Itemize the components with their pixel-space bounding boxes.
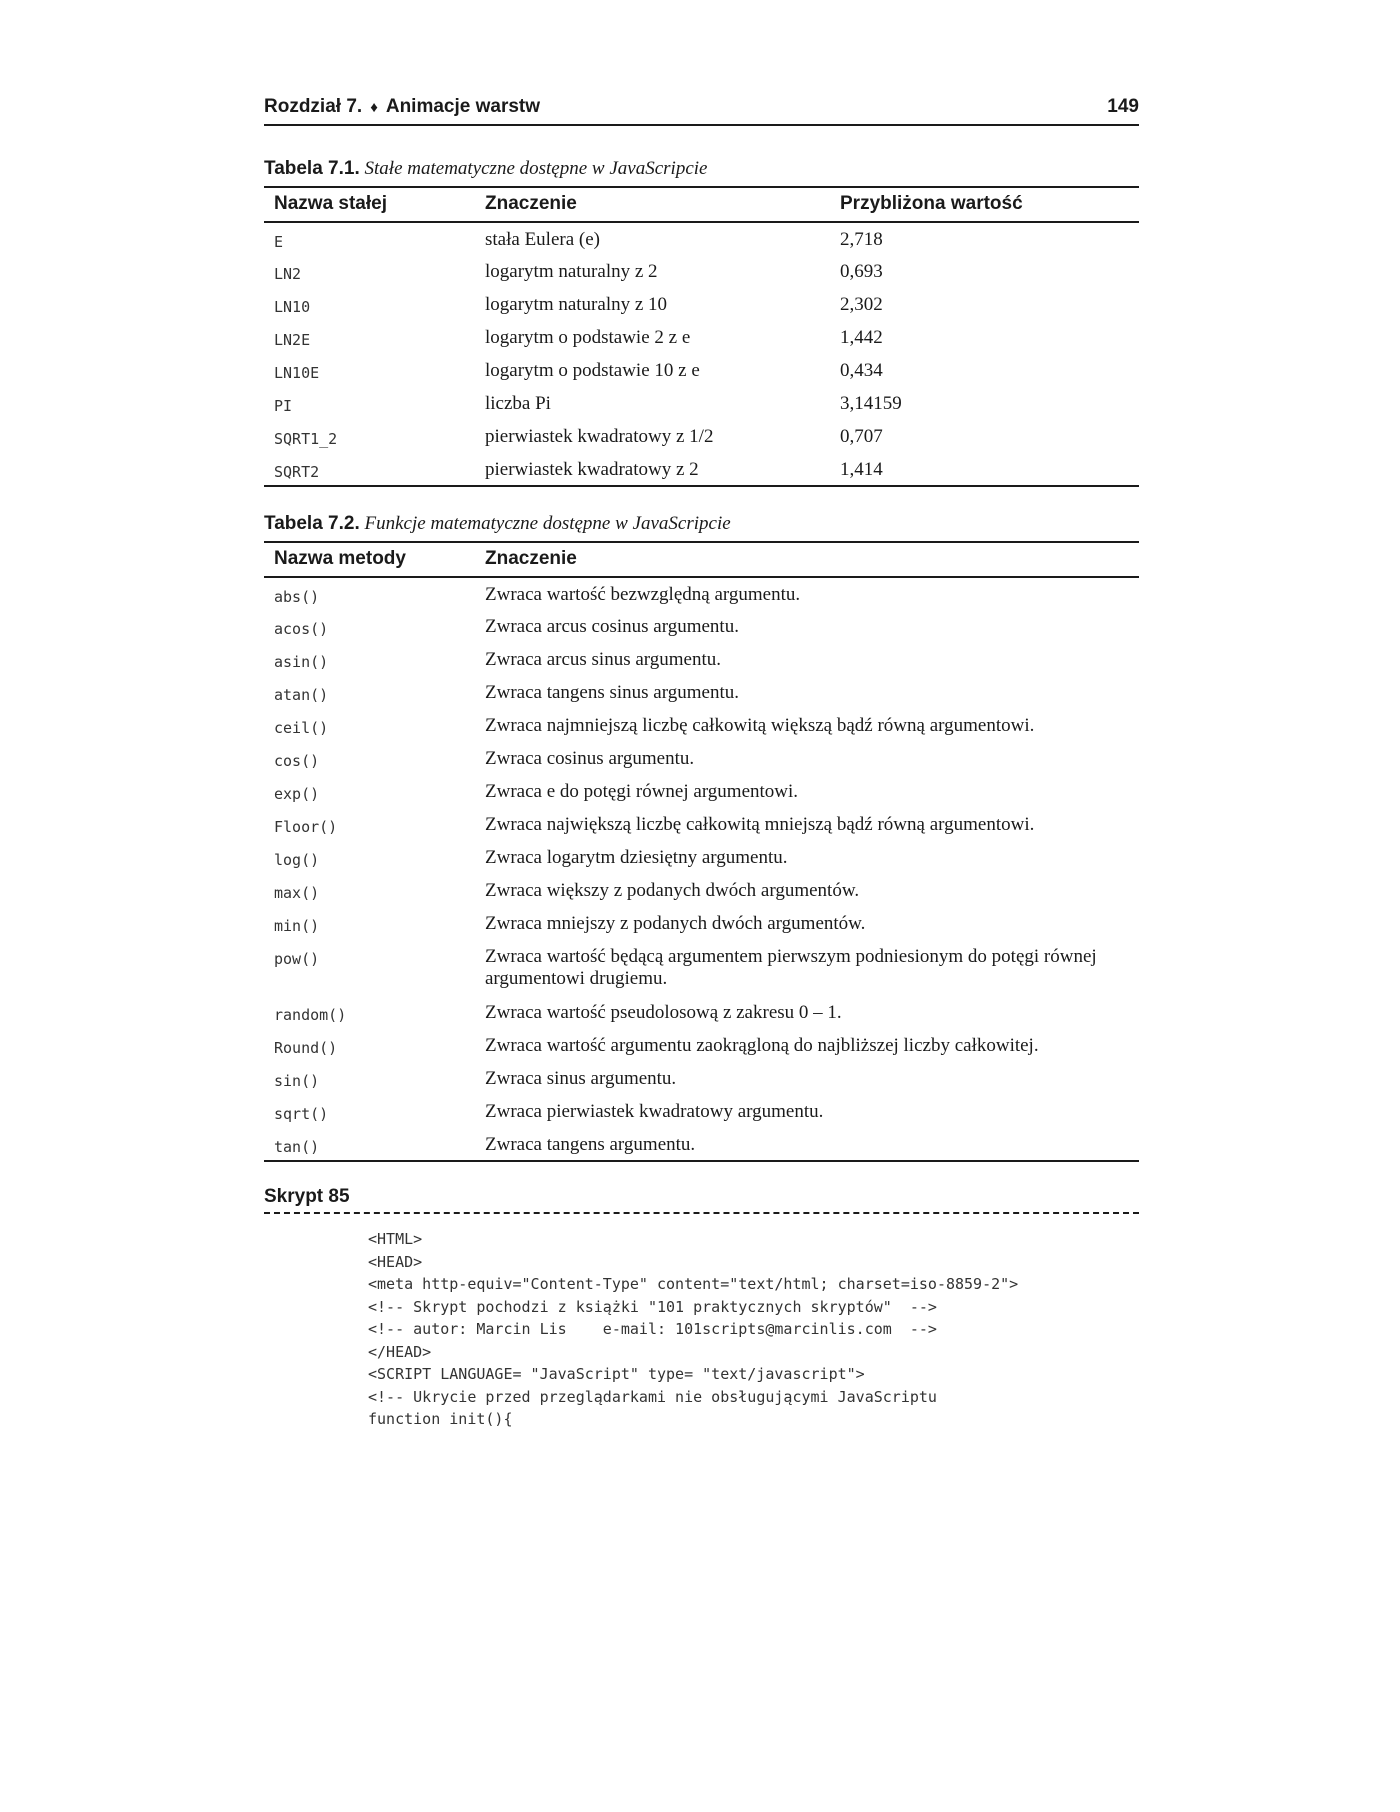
diamond-separator-icon: ♦ bbox=[370, 99, 378, 116]
table-row bbox=[264, 676, 1139, 709]
value-cell: 0,707 bbox=[840, 426, 883, 447]
table-header-row bbox=[264, 187, 1139, 222]
table-row bbox=[264, 354, 1139, 387]
name-cell: acos() bbox=[274, 620, 329, 638]
table-row bbox=[264, 709, 1139, 742]
table1-caption-text: Stałe matematyczne dostępne w JavaScripcie bbox=[364, 158, 708, 179]
meaning-cell: logarytm naturalny z 10 bbox=[485, 294, 668, 315]
name-cell: atan() bbox=[274, 686, 329, 704]
table-row bbox=[264, 841, 1139, 874]
book-page bbox=[264, 96, 1139, 1431]
meaning-cell: Zwraca największą liczbę całkowitą mniejszą bądź równą argumentowi. bbox=[485, 814, 1035, 835]
code-line: <!-- autor: Marcin Lis e-mail: 101scripts@marcinlis.com --> bbox=[368, 1320, 937, 1338]
meaning-cell: stała Eulera (e) bbox=[485, 229, 600, 250]
name-cell: LN10 bbox=[274, 298, 311, 316]
meaning-cell: liczba Pi bbox=[485, 393, 551, 414]
table-row bbox=[264, 577, 1139, 610]
table-row bbox=[264, 288, 1139, 321]
code-line: <SCRIPT LANGUAGE= "JavaScript" type= "text/javascript"> bbox=[368, 1365, 865, 1383]
value-cell: 3,14159 bbox=[840, 393, 902, 414]
meaning-cell: Zwraca wartość bezwzględną argumentu. bbox=[485, 584, 801, 605]
meaning-cell: Zwraca wartość argumentu zaokrągloną do najbliższej liczby całkowitej. bbox=[485, 1035, 1039, 1056]
meaning-cell: logarytm naturalny z 2 bbox=[485, 261, 658, 282]
name-cell: min() bbox=[274, 917, 320, 935]
meaning-cell: logarytm o podstawie 10 z e bbox=[485, 360, 700, 381]
code-line: </HEAD> bbox=[368, 1342, 432, 1361]
table-row bbox=[264, 255, 1139, 288]
meaning-cell: Zwraca e do potęgi równej argumentowi. bbox=[485, 781, 799, 802]
meaning-cell: Zwraca pierwiastek kwadratowy argumentu. bbox=[485, 1101, 824, 1122]
table-row bbox=[264, 808, 1139, 841]
table-row bbox=[264, 610, 1139, 643]
column-header: Znaczenie bbox=[475, 187, 830, 222]
name-cell: SQRT2 bbox=[264, 453, 475, 486]
table-row bbox=[264, 940, 1139, 996]
meaning-cell: Zwraca arcus sinus argumentu. bbox=[485, 649, 722, 670]
meaning-cell: Zwraca wartość będącą argumentem pierwszym podniesionym do potęgi równej argumentowi drugiemu. bbox=[485, 946, 1097, 989]
name-cell: LN10E bbox=[274, 364, 320, 382]
column-header: Znaczenie bbox=[475, 542, 1139, 577]
value-cell: 1,414 bbox=[830, 453, 1139, 486]
running-header bbox=[264, 96, 1139, 126]
table2-caption-text: Funkcje matematyczne dostępne w JavaScripcie bbox=[364, 513, 731, 534]
code-line: function init(){ bbox=[368, 1410, 513, 1428]
section-title: Animacje warstw bbox=[385, 96, 541, 117]
name-cell: LN2 bbox=[274, 265, 302, 283]
chapter-number: Rozdział 7. bbox=[264, 96, 363, 117]
name-cell: sin() bbox=[274, 1072, 320, 1090]
table1-caption bbox=[264, 158, 1139, 180]
table-header-row bbox=[264, 542, 1139, 577]
meaning-cell: Zwraca mniejszy z podanych dwóch argumentów. bbox=[485, 913, 866, 934]
code-line: <meta http-equiv="Content-Type" content="text/html; charset=iso-8859-2"> bbox=[368, 1275, 1019, 1293]
table-row bbox=[264, 742, 1139, 775]
name-cell: exp() bbox=[274, 785, 320, 803]
meaning-cell: pierwiastek kwadratowy z 2 bbox=[475, 453, 830, 486]
code-line: <!-- Ukrycie przed przeglądarkami nie obsługującymi JavaScriptu bbox=[368, 1387, 937, 1406]
column-header: Nazwa metody bbox=[264, 542, 475, 577]
name-cell: pow() bbox=[274, 950, 320, 968]
table-row bbox=[264, 643, 1139, 676]
meaning-cell: Zwraca cosinus argumentu. bbox=[485, 748, 695, 769]
chapter-title bbox=[264, 96, 540, 118]
table-row bbox=[264, 907, 1139, 940]
table-row bbox=[264, 420, 1139, 453]
name-cell: cos() bbox=[274, 752, 320, 770]
table-row bbox=[264, 387, 1139, 420]
name-cell: tan() bbox=[264, 1128, 475, 1161]
name-cell: LN2E bbox=[274, 331, 311, 349]
table1-label: Tabela 7.1. bbox=[264, 158, 360, 179]
page-number: 149 bbox=[1107, 96, 1139, 117]
constants-table bbox=[264, 186, 1139, 487]
column-header: Nazwa stałej bbox=[264, 187, 475, 222]
column-header: Przybliżona wartość bbox=[830, 187, 1139, 222]
code-line: <!-- Skrypt pochodzi z książki "101 praktycznych skryptów" --> bbox=[368, 1297, 937, 1316]
table-row bbox=[264, 222, 1139, 255]
meaning-cell: Zwraca najmniejszą liczbę całkowitą większą bądź równą argumentowi. bbox=[485, 715, 1035, 736]
name-cell: random() bbox=[274, 1006, 347, 1024]
value-cell: 0,434 bbox=[840, 360, 883, 381]
name-cell: Floor() bbox=[274, 818, 338, 836]
name-cell: log() bbox=[274, 851, 320, 869]
name-cell: SQRT1_2 bbox=[274, 430, 338, 448]
table-row bbox=[264, 1029, 1139, 1062]
name-cell: max() bbox=[274, 884, 320, 902]
functions-table bbox=[264, 541, 1139, 1162]
table-row bbox=[264, 453, 1139, 486]
code-line: <HEAD> bbox=[368, 1252, 423, 1271]
value-cell: 2,718 bbox=[840, 229, 883, 250]
name-cell: asin() bbox=[274, 653, 329, 671]
script-title: Skrypt 85 bbox=[264, 1186, 1139, 1214]
table-row bbox=[264, 1128, 1139, 1161]
table-row bbox=[264, 874, 1139, 907]
name-cell: E bbox=[274, 233, 284, 251]
name-cell: ceil() bbox=[274, 719, 329, 737]
meaning-cell: Zwraca wartość pseudolosową z zakresu 0 – 1. bbox=[485, 1002, 842, 1023]
meaning-cell: Zwraca logarytm dziesiętny argumentu. bbox=[485, 847, 788, 868]
meaning-cell: Zwraca arcus cosinus argumentu. bbox=[485, 616, 739, 637]
table-row bbox=[264, 1062, 1139, 1095]
name-cell: abs() bbox=[274, 588, 320, 606]
value-cell: 0,693 bbox=[840, 261, 883, 282]
name-cell: sqrt() bbox=[274, 1105, 329, 1123]
table-row bbox=[264, 775, 1139, 808]
meaning-cell: Zwraca sinus argumentu. bbox=[485, 1068, 677, 1089]
code-line: <HTML> bbox=[368, 1230, 423, 1248]
table-row bbox=[264, 321, 1139, 354]
table-row bbox=[264, 996, 1139, 1029]
meaning-cell: logarytm o podstawie 2 z e bbox=[485, 327, 691, 348]
code-listing bbox=[368, 1228, 1139, 1431]
table-row bbox=[264, 1095, 1139, 1128]
name-cell: Round() bbox=[274, 1039, 338, 1057]
table2-label: Tabela 7.2. bbox=[264, 513, 360, 534]
table2-caption bbox=[264, 513, 1139, 535]
value-cell: 2,302 bbox=[840, 294, 883, 315]
name-cell: PI bbox=[274, 397, 293, 415]
meaning-cell: Zwraca tangens argumentu. bbox=[475, 1128, 1139, 1161]
meaning-cell: Zwraca większy z podanych dwóch argumentów. bbox=[485, 880, 860, 901]
meaning-cell: pierwiastek kwadratowy z 1/2 bbox=[485, 426, 714, 447]
meaning-cell: Zwraca tangens sinus argumentu. bbox=[485, 682, 739, 703]
value-cell: 1,442 bbox=[840, 327, 883, 348]
